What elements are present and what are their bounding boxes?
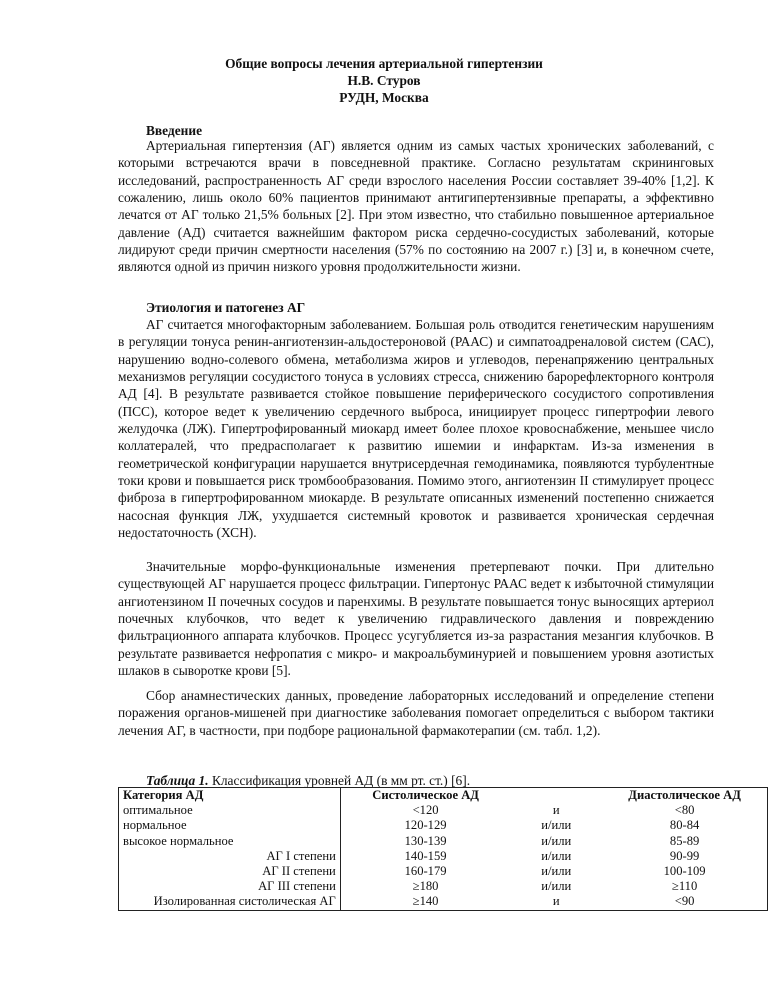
row-diastolic: <90 <box>602 894 767 910</box>
row-category: нормальное <box>119 818 341 833</box>
etiology-paragraph-3: Сбор анамнестических данных, проведение лабораторных исследований и определение степени поражения органов-мишеней при диагностике заболевания помогает определиться с выбором тактики лечения АГ, в частности, при подборе рациональной фармакотерапии (см. табл. 1,2). <box>118 688 714 738</box>
row-connector: и <box>552 803 560 818</box>
etiology-paragraph-2: Значительные морфо-функциональные изменения претерпевают почки. При длительно существующей АГ нарушается процесс фильтрации. Гипертонус РААС ведет к избыточной стимуляции ангиотензином II почечных сосудов и паренхимы. В результате повышается тонус выносящих артериол почечных клубочков, что ведет к увеличению гидравлического давления и повреждению фильтрационного аппарата клубочков. Процесс усугубляется из-за разрастания мезангия клубочков. В результате развивается нефропатия с микро- и макроальбуминурией и повышением уровня азотистых шлаков в сыворотке крови [5]. <box>118 559 714 679</box>
table-row <box>119 894 768 910</box>
header-connector <box>510 788 602 804</box>
header-systolic: Систолическое АД <box>340 788 510 804</box>
row-category: АГ III степени <box>119 879 341 894</box>
table-row <box>119 834 768 849</box>
row-category: АГ II степени <box>119 864 341 879</box>
row-diastolic: 85-89 <box>602 834 767 849</box>
table-caption-text: Классификация уровней АД (в мм рт. ст.) [6]. <box>208 773 471 788</box>
table-caption-label: Таблица 1. <box>146 773 209 788</box>
row-systolic: 160-179 <box>340 864 510 879</box>
table-row <box>119 864 768 879</box>
table-header-row <box>119 788 768 804</box>
document-title: Общие вопросы лечения артериальной гипертензии <box>225 56 543 71</box>
row-systolic: 120-129 <box>340 818 510 833</box>
table-row <box>119 849 768 864</box>
intro-paragraph: Артериальная гипертензия (АГ) является одним из самых частых хронических заболеваний, с которыми встречаются врачи в повседневной практике. Согласно результатам скрининговых исследований, распространенность АГ среди взрослого населения России составляет 39-40% [1,2]. К сожалению, лишь около 60% пациентов принимают антигипертензивные препараты, а эффективно лечатся от АГ только 21,5% больных [2]. При этом известно, что стабильно повышенное артериальное давление (АД) считается важнейшим фактором риска сердечно-сосудистых заболеваний, которые лидируют среди причин смертности населения (57% по состоянию на 2007 г.) [3] и, в конечном счете, являются одной из причин низкого уровня продолжительности жизни. <box>118 138 714 275</box>
affiliation: РУДН, Москва <box>339 90 429 105</box>
row-diastolic: 80-84 <box>602 818 767 833</box>
table-row <box>119 879 768 894</box>
row-systolic: ≥140 <box>340 894 510 910</box>
row-category: АГ I степени <box>119 849 341 864</box>
row-category: оптимальное <box>119 803 341 818</box>
section-heading-etiology: Этиология и патогенез АГ <box>146 300 306 315</box>
row-systolic: <120 <box>340 803 510 818</box>
row-diastolic: ≥110 <box>602 879 767 894</box>
row-diastolic: 90-99 <box>602 849 767 864</box>
etiology-paragraph-1: АГ считается многофакторным заболеванием. Большая роль отводится генетическим нарушениям в регуляции тонуса ренин-ангиотензин-альдостероновой (РААС) и симпатоадреналовой систем (САС), нарушению водно-солевого обмена, метаболизма жиров и углеводов, перенапряжению центральных механизмов регуляции сосудистого тонуса в условиях стресса, снижению барорефлекторного контроля АД [4]. В результате развивается стойкое повышение периферического сосудистого сопротивления (ПСС), которое ведет к увеличению сердечного выброса, инициирует процесс гипертрофии левого желудочка (ЛЖ). Гипертрофированный миокард имеет более плохое кровоснабжение, меньшее число коллатералей, что предрасполагает к развитию ишемии и инфарктам. Из-за изменения в геометрической конфигурации нарушается внутрисердечная гемодинамика, появляются турбулентные токи крови и повышается риск тромбообразования. Помимо этого, ангиотензин II стимулирует процесс фиброза в гипертрофированном миокарде. В результате описанных изменений постепенно снижается насосная функция ЛЖ, ухудшается системный кровоток и развивается хроническая сердечная недостаточность (ХСН). <box>118 317 714 541</box>
row-connector: и/или <box>541 879 572 894</box>
section-heading-intro: Введение <box>146 123 203 138</box>
row-diastolic: 100-109 <box>602 864 767 879</box>
row-systolic: 140-159 <box>340 849 510 864</box>
row-connector: и/или <box>541 818 572 833</box>
bp-classification-table <box>118 787 768 911</box>
header-diastolic: Диастолическое АД <box>602 788 767 804</box>
header-category: Категория АД <box>119 788 341 804</box>
row-connector: и/или <box>541 864 572 879</box>
row-systolic: 130-139 <box>340 834 510 849</box>
author-name: Н.В. Стуров <box>347 73 421 88</box>
table-row <box>119 803 768 818</box>
row-connector: и/или <box>541 833 572 848</box>
row-category: высокое нормальное <box>119 834 341 849</box>
row-connector: и/или <box>541 848 572 863</box>
row-connector: и <box>510 894 602 910</box>
table-row <box>119 818 768 833</box>
row-systolic: ≥180 <box>340 879 510 894</box>
row-diastolic: <80 <box>602 803 767 818</box>
row-category: Изолированная систолическая АГ <box>119 894 341 910</box>
